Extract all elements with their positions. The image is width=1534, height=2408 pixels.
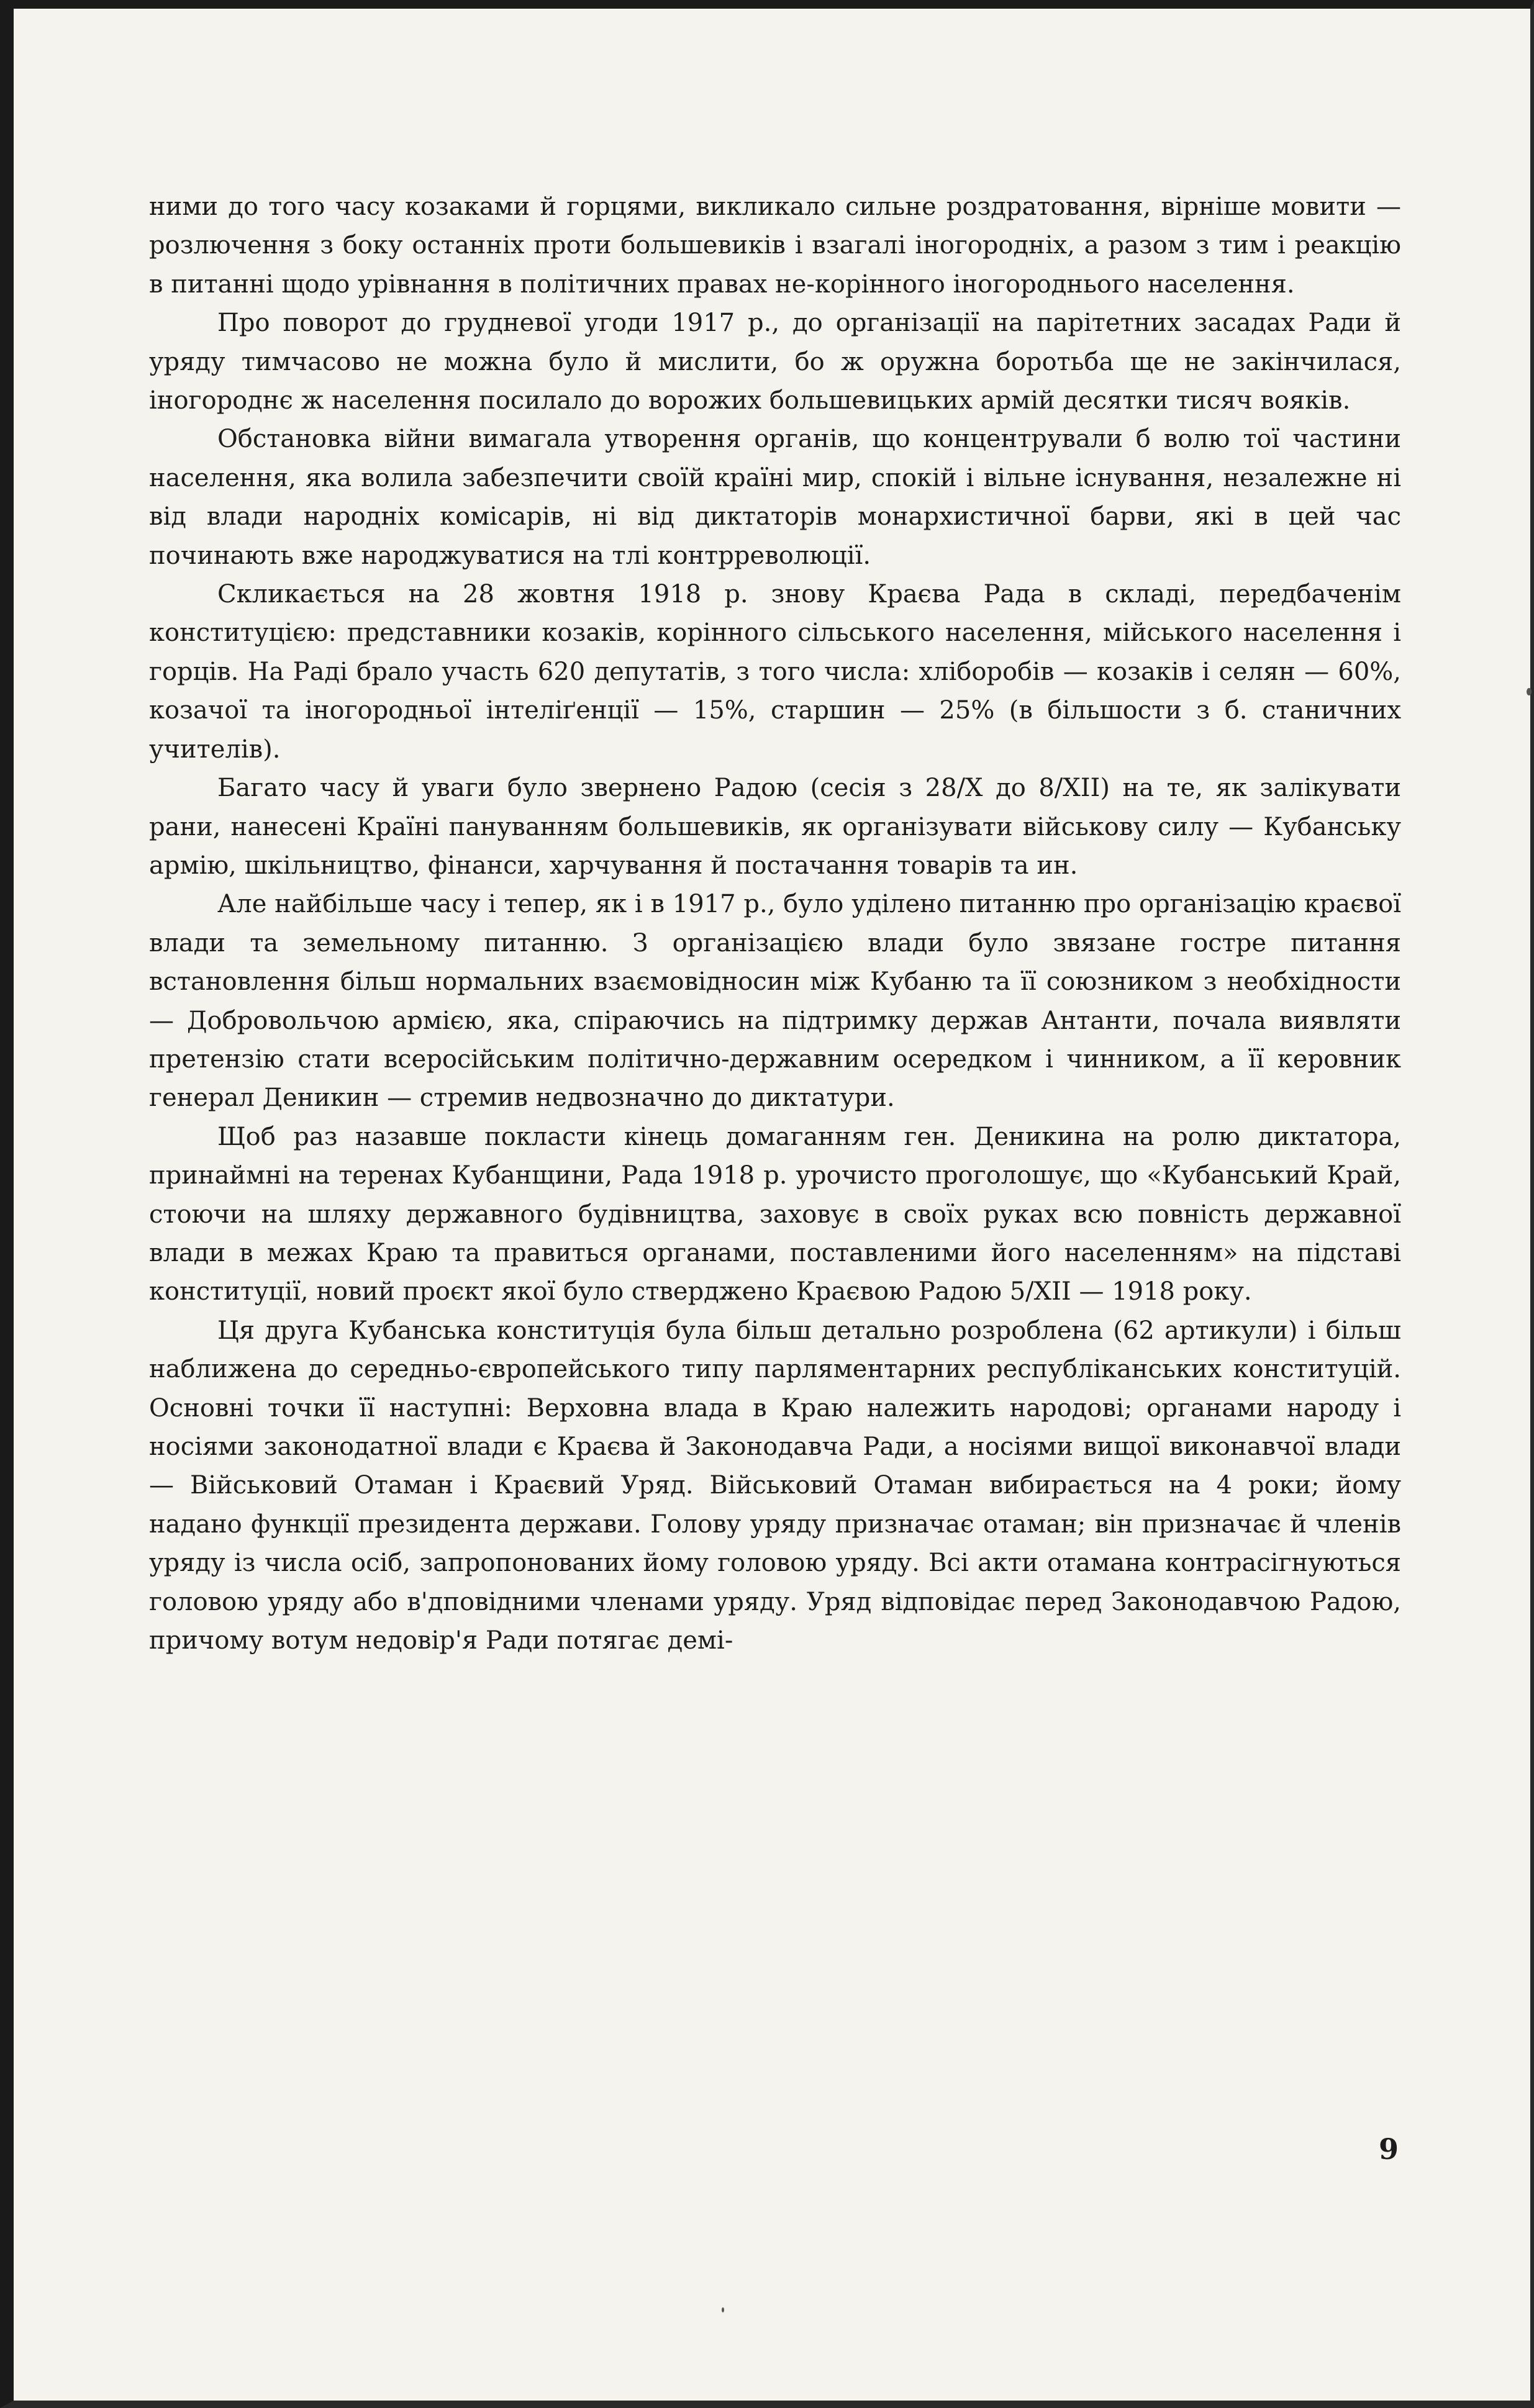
page-number: 9 bbox=[1379, 2132, 1399, 2166]
paragraph-continuation: ними до того часу козаками й горцями, викликало сильне роздратовання, вірніше мовити — розлючення з боку останніх проти большевиків і взагалі іногородніх, а разом з тим і реакцію в питанні щодо урівнання в політичних правах не-корінного іногороднього населення. bbox=[149, 192, 1401, 299]
paragraph: Про поворот до грудневої угоди 1917 р., до організації на парітетних засадах Ради й уряду тимчасово не можна було й мислити, бо ж оружна боротьба ще не закінчилася, іногороднє ж населення посилало до ворожих большевицьких армій десятки тисяч вояків. bbox=[149, 309, 1401, 415]
body-text bbox=[149, 188, 1401, 1660]
paragraph: Але найбільше часу і тепер, як і в 1917 р., було уділено питанню про організацію краєвої влади та земельному питанню. З організацією влади було звязане гостре питання встановлення більш нормальних взаємовідносин між Кубаню та її союзником з необхідности — Добровольчою армією, яка, спіраючись на підтримку держав Антанти, почала виявляти претензію стати всеросійським політично-державним осередком і чинником, а її керовник генерал Деникин — стремив недвозначно до диктатури. bbox=[149, 890, 1401, 1113]
scan-speck bbox=[1527, 688, 1532, 695]
paragraph: Щоб раз назавше покласти кінець домаганням ген. Деникина на ролю диктатора, принаймні на теренах Кубанщини, Рада 1918 р. урочисто проголошує, що «Кубанський Край, стоючи на шляху державного будівництва, заховує в своїх руках всю повність державної влади в межах Краю та правиться органами, поставленими його населенням» на підставі конституції, новий проєкт якої було стверджено Краєвою Радою 5/XII — 1918 року. bbox=[149, 1122, 1401, 1306]
paragraph: Ця друга Кубанська конституція була більш детально розроблена (62 артикули) і більш наближена до середньо-європейського типу парляментарних республіканських конституцій. Основні точки її наступні: Верховна влада в Краю належить народові; органами народу і носіями законодатної влади є Краєва й Законодавча Ради, а носіями вищої виконавчої влади — Військовий Отаман і Краєвий Уряд. Військовий Отаман вибирається на 4 роки; йому надано функції президента держави. Голову уряду призначає отаман; він призначає й членів уряду із числа осіб, запропонованих йому головою уряду. Всі акти отамана контрасігнуються головою уряду або в'дповідними членами уряду. Уряд відповідає перед Законодавчою Радою, причому вотум недовір'я Ради потягає демі- bbox=[149, 1316, 1401, 1655]
scan-speck bbox=[722, 2307, 724, 2312]
paragraph: Скликається на 28 жовтня 1918 р. знову Краєва Рада в складі, передбаченім конституцією: представники козаків, корінного сільського населення, мійського населення і горців. На Раді брало участь 620 депутатів, з того числа: хліборобів — козаків і селян — 60%, козачої та іногородньої інтеліґенції — 15%, старшин — 25% (в більшости з б. станичних учителів). bbox=[149, 580, 1401, 764]
paragraph: Багато часу й уваги було звернено Радою (сесія з 28/X до 8/XII) на те, як залікувати рани, нанесені Країні пануванням большевиків, як організувати військову силу — Кубанську армію, шкільництво, фінанси, харчування й постачання товарів та ин. bbox=[149, 774, 1401, 880]
paragraph: Обстановка війни вимагала утворення органів, що концентрували б волю тої частини населення, яка волила забезпечити своїй країні мир, спокій і вільне існування, незалежне ні від влади народніх комісарів, ні від диктаторів монархистичної барви, які в цей час починають вже народжуватися на тлі контрреволюції. bbox=[149, 425, 1401, 570]
